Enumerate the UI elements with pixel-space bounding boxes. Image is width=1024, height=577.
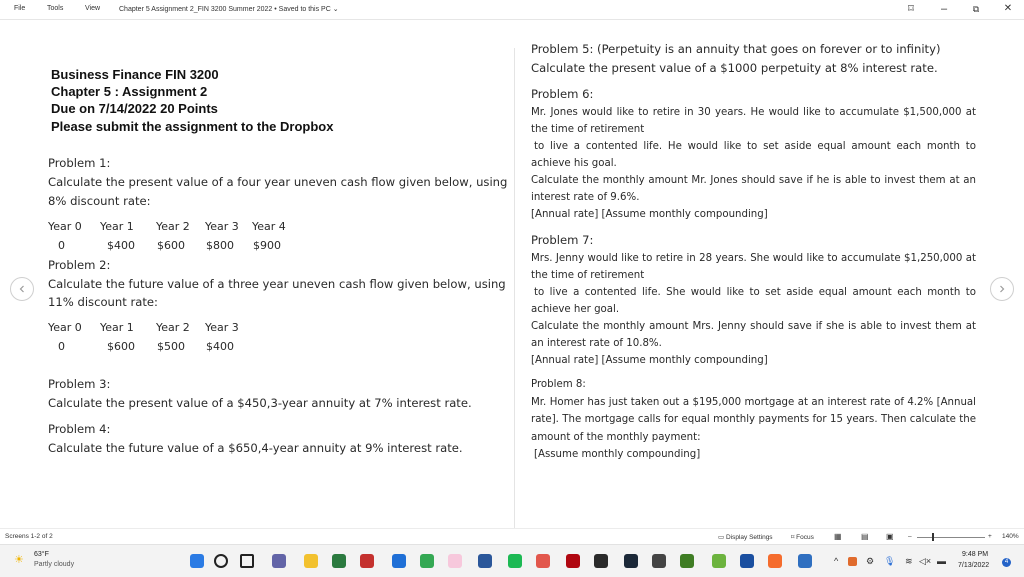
store-icon[interactable] [332, 554, 346, 568]
battery-icon[interactable]: ▬ [937, 556, 946, 566]
problem2-value-cell: $400 [206, 340, 234, 353]
screens-indicator: Screens 1-2 of 2 [5, 533, 53, 540]
problem8-paragraph2: [Assume monthly compounding] [534, 449, 701, 460]
display-settings-label: Display Settings [725, 534, 773, 541]
problem2-header-cell: Year 2 [156, 321, 190, 334]
spotify-icon[interactable] [508, 554, 522, 568]
page-divider [514, 48, 515, 532]
problem1-title: Problem 1: [48, 156, 111, 170]
web-layout-icon[interactable]: ▣ [886, 532, 894, 541]
problem6-paragraph1: Mr. Jones would like to retire in 30 years. He would like to accumulate $1,500,000 at the time of retirement [531, 107, 976, 136]
utorrent-icon[interactable] [712, 554, 726, 568]
windows-start-icon[interactable] [190, 554, 204, 568]
tray-app-icon[interactable] [848, 557, 857, 566]
problem7-paragraph2: to live a contented life. She would like to set aside equal amount each month to achieve her goal. [531, 287, 976, 316]
problem7-paragraph4: [Annual rate] [Assume monthly compounding] [531, 355, 768, 366]
microphone-icon[interactable]: 🎙︎ [884, 556, 896, 566]
problem3-title: Problem 3: [48, 377, 111, 391]
focus-button[interactable] [791, 533, 814, 541]
display-settings-button[interactable] [718, 533, 773, 541]
problem1-value-cell: $600 [157, 239, 185, 252]
problem1-header-cell: Year 0 [48, 220, 82, 233]
problem1-header-cell: Year 1 [100, 220, 134, 233]
weather-description: Partly cloudy [34, 561, 75, 568]
problem2-line1: Calculate the future value of a three year uneven cash flow given below, using [48, 277, 506, 291]
word-icon[interactable] [478, 554, 492, 568]
focus-label: Focus [796, 534, 814, 541]
problem1-value-cell: $400 [107, 239, 135, 252]
epic-games-icon[interactable] [594, 554, 608, 568]
print-layout-icon[interactable]: ▦ [834, 532, 842, 541]
document-page [0, 20, 1024, 528]
zoom-slider-thumb[interactable] [932, 533, 934, 541]
chevron-left-icon [18, 285, 26, 293]
app-circle-icon[interactable] [798, 554, 812, 568]
taskbar [0, 544, 1024, 577]
problem1-header-cell: Year 2 [156, 220, 190, 233]
wifi-icon[interactable]: ≋ [905, 556, 913, 566]
weather-temperature: 63°F [34, 551, 49, 558]
problem1-header-cell: Year 4 [252, 220, 286, 233]
problem1-line2: 8% discount rate: [48, 194, 151, 208]
problem8-title: Problem 8: [531, 379, 586, 390]
chapter-title: Chapter 5 : Assignment 2 [51, 84, 208, 99]
title-bar [0, 0, 1024, 20]
problem1-value-cell: 0 [58, 239, 65, 252]
focus-mode-icon[interactable]: ⌑ [908, 3, 914, 15]
problem5-line1: Problem 5: (Perpetuity is an annuity that goes on forever or to infinity) [531, 42, 941, 56]
nvidia-icon[interactable] [680, 554, 694, 568]
weather-sun-icon: ☀ [14, 554, 24, 566]
problem2-value-cell: $500 [157, 340, 185, 353]
status-bar [0, 528, 1024, 545]
chrome-icon[interactable] [420, 554, 434, 568]
problem2-header-cell: Year 1 [100, 321, 134, 334]
netflix-icon[interactable] [566, 554, 580, 568]
due-date: Due on 7/14/2022 20 Points [51, 101, 218, 116]
chevron-right-icon [998, 285, 1006, 293]
weather-widget[interactable] [14, 550, 104, 572]
zoom-in-button[interactable]: + [988, 533, 992, 540]
menu-tools[interactable]: Tools [47, 5, 64, 12]
document-title[interactable] [119, 5, 339, 13]
problem6-paragraph4: [Annual rate] [Assume monthly compounding] [531, 209, 768, 220]
problem2-value-cell: 0 [58, 340, 65, 353]
zoom-slider[interactable] [917, 537, 985, 538]
problem3-text: Calculate the present value of a $450,3-year annuity at 7% interest rate. [48, 396, 472, 410]
next-page-button[interactable] [990, 277, 1014, 301]
problem1-header-cell: Year 3 [205, 220, 239, 233]
clock-date[interactable]: 7/13/2022 [958, 562, 990, 569]
task-view-icon[interactable] [240, 554, 254, 568]
monitor-icon: ▭ [718, 534, 726, 541]
focus-icon: ⌑ [791, 534, 797, 541]
submit-instructions: Please submit the assignment to the Dropbox [51, 119, 334, 134]
document-title-text: Chapter 5 Assignment 2_FIN 3200 Summer 2022 • Saved to this PC [119, 6, 331, 13]
problem6-title: Problem 6: [531, 87, 594, 101]
read-mode-icon[interactable]: ▤ [861, 532, 869, 541]
app-gray-icon[interactable] [652, 554, 666, 568]
problem1-value-cell: $900 [253, 239, 281, 252]
restore-button[interactable]: ⧉ [972, 4, 980, 14]
zoom-out-button[interactable]: – [908, 533, 912, 540]
course-title: Business Finance FIN 3200 [51, 67, 219, 82]
origin-icon[interactable] [768, 554, 782, 568]
problem6-paragraph3: Calculate the monthly amount Mr. Jones should save if he is able to invest them at an interest rate of 9.6%. [531, 175, 976, 204]
app-blue-icon[interactable] [740, 554, 754, 568]
chevron-down-icon[interactable]: ⌄ [332, 6, 339, 13]
app-pink-icon[interactable] [448, 554, 462, 568]
problem5-line2: Calculate the present value of a $1000 perpetuity at 8% interest rate. [531, 61, 938, 75]
problem4-text: Calculate the future value of a $650,4-year annuity at 9% interest rate. [48, 441, 463, 455]
notification-badge[interactable]: 4 [1002, 558, 1011, 567]
close-button[interactable]: ✕ [1003, 3, 1013, 14]
problem2-value-cell: $600 [107, 340, 135, 353]
volume-icon[interactable]: ◁× [919, 556, 932, 566]
acrobat-icon[interactable] [536, 554, 550, 568]
zoom-level[interactable]: 140% [1002, 533, 1019, 540]
teams-chat-icon[interactable] [272, 554, 286, 568]
chevron-up-icon[interactable]: ^ [834, 556, 839, 566]
problem7-title: Problem 7: [531, 233, 594, 247]
problem2-header-cell: Year 0 [48, 321, 82, 334]
problem2-line2: 11% discount rate: [48, 295, 158, 309]
problem8-paragraph1: Mr. Homer has just taken out a $195,000 mortgage at an interest rate of 4.2% [Annual rate]. The mortgage calls for equal monthly payments for 15 years. Then calculate the amount of the monthly payment: [531, 397, 976, 443]
menu-file[interactable]: File [14, 5, 26, 12]
problem7-paragraph3: Calculate the monthly amount Mrs. Jenny should save if she is able to invest them at an interest rate of 10.8%. [531, 321, 976, 350]
problem1-line1: Calculate the present value of a four year uneven cash flow given below, using [48, 175, 508, 189]
problem4-title: Problem 4: [48, 422, 111, 436]
menu-view[interactable]: View [85, 5, 101, 12]
previous-page-button[interactable] [10, 277, 34, 301]
mail-icon[interactable] [392, 554, 406, 568]
problem2-header-cell: Year 3 [205, 321, 239, 334]
search-icon[interactable] [214, 554, 228, 568]
minimize-button[interactable]: – [940, 3, 948, 15]
file-explorer-icon[interactable] [304, 554, 318, 568]
problem7-paragraph1: Mrs. Jenny would like to retire in 28 years. She would like to accumulate $1,250,000 at the time of retirement [531, 253, 976, 282]
clock-time[interactable]: 9:48 PM [962, 551, 989, 558]
problem2-title: Problem 2: [48, 258, 111, 272]
problem1-value-cell: $800 [206, 239, 234, 252]
problem6-paragraph2: to live a contented life. He would like to set aside equal amount each month to achieve his goal. [531, 141, 976, 170]
tray-network-app-icon[interactable]: ⚙ [866, 556, 875, 566]
app-red-icon[interactable] [360, 554, 374, 568]
steam-icon[interactable] [624, 554, 638, 568]
